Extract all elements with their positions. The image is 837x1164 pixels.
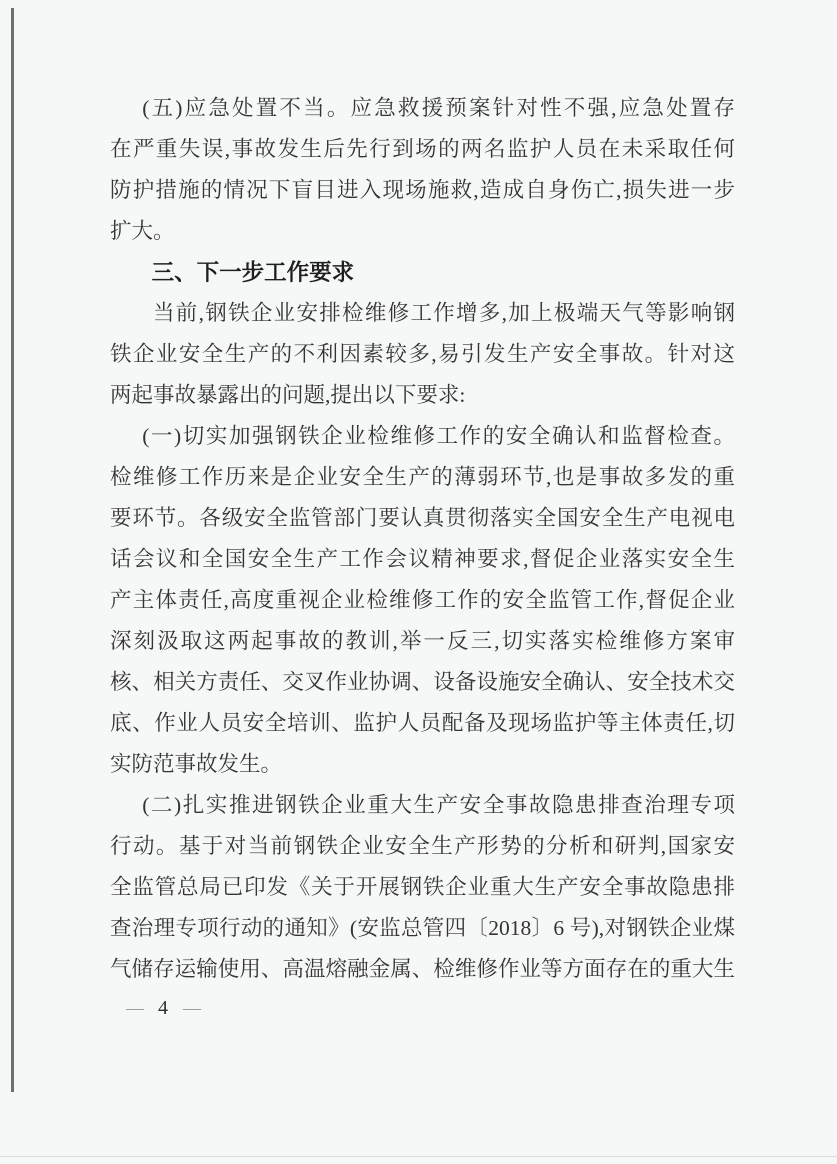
- scan-edge-line: [11, 8, 14, 1092]
- text-line: 话会议和全国安全生产工作会议精神要求,督促企业落实安全生: [110, 547, 735, 571]
- text-line: (五)应急处置不当。应急救援预案针对性不强,应急处置存: [142, 96, 735, 120]
- text-line: 产主体责任,高度重视企业检维修工作的安全监管工作,督促企业: [110, 588, 735, 612]
- text-line: (一)切实加强钢铁企业检维修工作的安全确认和监督检查。: [142, 424, 735, 448]
- text-line: 在严重失误,事故发生后先行到场的两名监护人员在未采取任何: [110, 137, 735, 161]
- text-line: 防护措施的情况下盲目进入现场施救,造成自身伤亡,损失进一步: [110, 178, 735, 202]
- text-line: 实防范事故发生。: [110, 752, 283, 776]
- text-line: 查治理专项行动的通知》(安监总管四〔2018〕6 号),对钢铁企业煤: [110, 916, 735, 940]
- text-line: 底、作业人员安全培训、监护人员配备及现场监护等主体责任,切: [110, 711, 735, 735]
- text-line: 扩大。: [110, 219, 175, 243]
- scan-bottom-edge: [0, 1156, 837, 1157]
- text-line: 深刻汲取这两起事故的教训,举一反三,切实落实检维修方案审: [110, 629, 735, 653]
- footer-left-dash: —: [126, 998, 143, 1018]
- footer-right-dash: —: [183, 998, 200, 1018]
- page-number: 4: [158, 997, 168, 1019]
- text-line: 行动。基于对当前钢铁企业安全生产形势的分析和研判,国家安: [110, 834, 735, 858]
- text-line: 当前,钢铁企业安排检维修工作增多,加上极端天气等影响钢: [153, 301, 735, 325]
- text-line: 检维修工作历来是企业安全生产的薄弱环节,也是事故多发的重: [110, 465, 735, 489]
- document-body-text: [110, 88, 735, 990]
- text-line: 铁企业安全生产的不利因素较多,易引发生产安全事故。针对这: [110, 342, 735, 366]
- section-heading: 三、下一步工作要求: [151, 260, 355, 285]
- text-line: 全监管总局已印发《关于开展钢铁企业重大生产安全事故隐患排: [110, 875, 735, 899]
- text-line: 核、相关方责任、交叉作业协调、设备设施安全确认、安全技术交: [110, 670, 735, 694]
- text-line: 要环节。各级安全监管部门要认真贯彻落实全国安全生产电视电: [110, 506, 735, 530]
- page-footer: [126, 997, 200, 1020]
- text-line: (二)扎实推进钢铁企业重大生产安全事故隐患排查治理专项: [142, 793, 735, 817]
- text-line: 气储存运输使用、高温熔融金属、检维修作业等方面存在的重大生: [110, 957, 735, 981]
- text-line: 两起事故暴露出的问题,提出以下要求:: [110, 383, 466, 407]
